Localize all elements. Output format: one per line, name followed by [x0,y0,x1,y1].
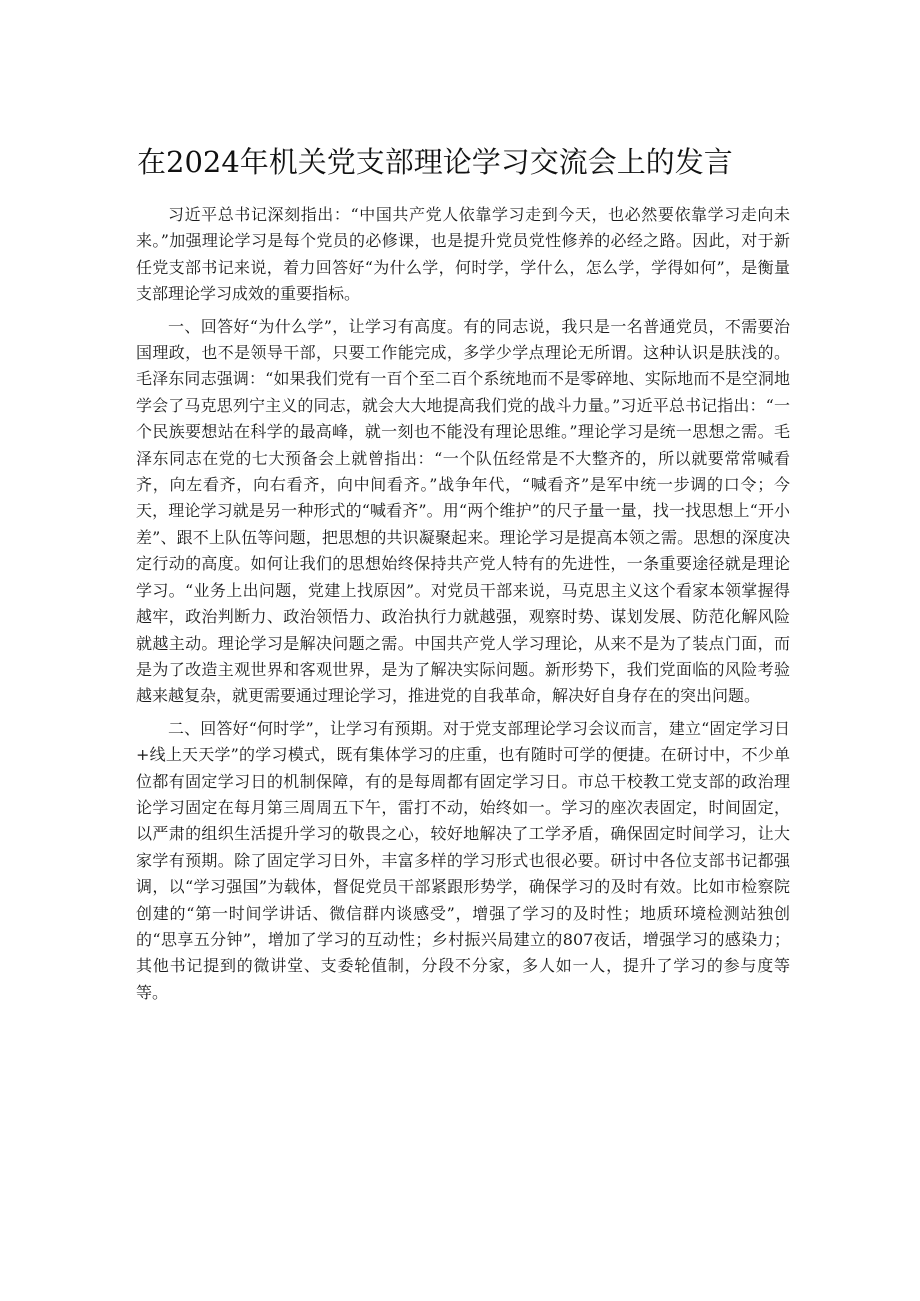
document-body [136,202,790,1012]
paragraph-section-1: 一、回答好“为什么学”，让学习有高度。有的同志说，我只是一名普通党员，不需要治国理政，也不是领导干部，只要工作能完成，多学少学点理论无所谓。这种认识是肤浅的。毛泽东同志强调：“如果我们党有一百个至二百个系统地而不是零碎地、实际地而不是空洞地学会了马克思列宁主义的同志，就会大大地提高我们党的战斗力量。”习近平总书记指出：“一个民族要想站在科学的最高峰，就一刻也不能没有理论思维。”理论学习是统一思想之需。毛泽东同志在党的七大预备会上就曾指出：“一个队伍经常是不大整齐的，所以就要常常喊看齐，向左看齐，向右看齐，向中间看齐。”战争年代，“喊看齐”是军中统一步调的口令；今天，理论学习就是另一种形式的“喊看齐”。用“两个维护”的尺子量一量，找一找思想上“开小差”、跟不上队伍等问题，把思想的共识凝聚起来。理论学习是提高本领之需。思想的深度决定行动的高度。如何让我们的思想始终保持共产党人特有的先进性，一条重要途径就是理论学习。“业务上出问题，党建上找原因”。对党员干部来说，马克思主义这个看家本领掌握得越牢，政治判断力、政治领悟力、政治执行力就越强，观察时势、谋划发展、防范化解风险就越主动。理论学习是解决问题之需。中国共产党人学习理论，从来不是为了装点门面，而是为了改造主观世界和客观世界，是为了解决实际问题。新形势下，我们党面临的风险考验越来越复杂，就更需要通过理论学习，推进党的自我革命，解决好自身存在的突出问题。 [136,316,790,706]
paragraph-intro: 习近平总书记深刻指出：“中国共产党人依靠学习走到今天，也必然要依靠学习走向未来。”加强理论学习是每个党员的必修课，也是提升党员党性修养的必经之路。因此，对于新任党支部书记来说，着力回答好“为什么学，何时学，学什么，怎么学，学得如何”，是衡量支部理论学习成效的重要指标。 [136,205,790,304]
document-title: 在2024年机关党支部理论学习交流会上的发言 [137,145,733,179]
paragraph-section-2: 二、回答好“何时学”，让学习有预期。对于党支部理论学习会议而言，建立“固定学习日+线上天天学”的学习模式，既有集体学习的庄重，也有随时可学的便捷。在研讨中，不少单位都有固定学习日的机制保障，有的是每周都有固定学习日。市总干校教工党支部的政治理论学习固定在每月第三周周五下午，雷打不动，始终如一。学习的座次表固定，时间固定，以严肃的组织生活提升学习的敬畏之心，较好地解决了工学矛盾，确保固定时间学习，让大家学有预期。除了固定学习日外，丰富多样的学习形式也很必要。研讨中各位支部书记都强调，以“学习强国”为载体，督促党员干部紧跟形势学，确保学习的及时有效。比如市检察院创建的“第一时间学讲话、微信群内谈感受”，增强了学习的及时性；地质环境检测站独创的“思享五分钟”，增加了学习的互动性；乡村振兴局建立的807夜话，增强学习的感染力；其他书记提到的微讲堂、支委轮值制，分段不分家，多人如一人，提升了学习的参与度等等。 [136,718,790,1002]
